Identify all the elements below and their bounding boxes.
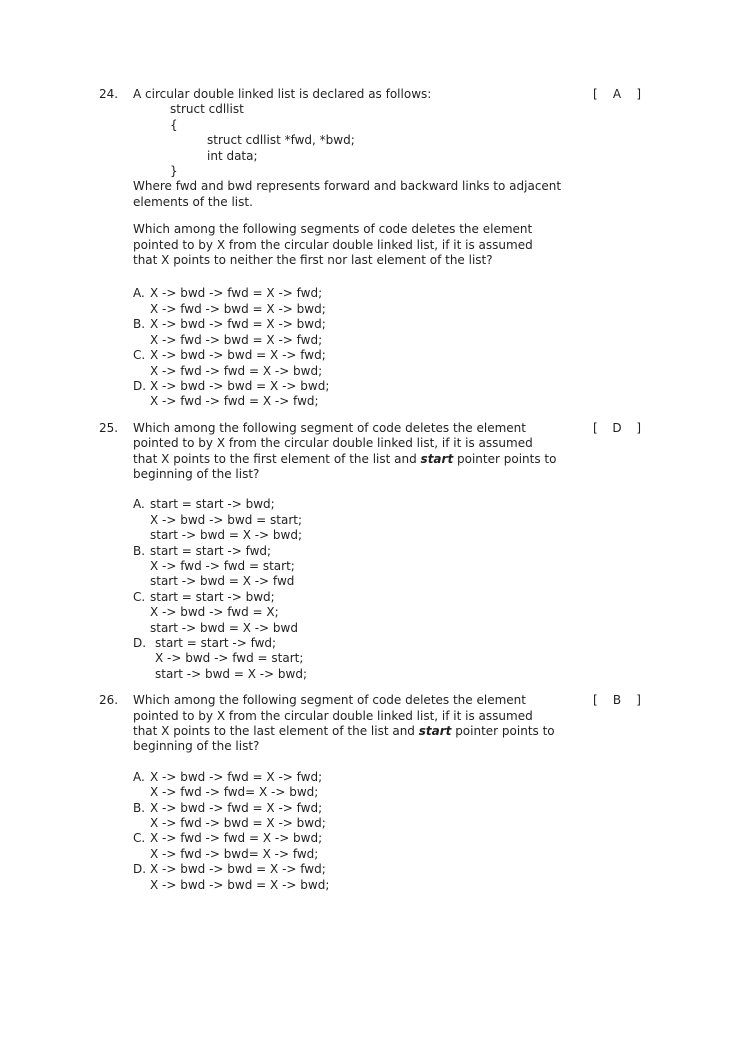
answer-bracket-open: [ [593, 693, 598, 708]
option-item [133, 348, 603, 379]
text-line: that X points to neither the first nor last element of the list? [133, 253, 493, 268]
text-line: beginning of the list? [133, 466, 260, 481]
question-row [99, 693, 709, 893]
text-line: pointed to by X from the circular double linked list, if it is assumed [133, 436, 533, 451]
option-code: X -> fwd -> bwd= X -> fwd; [150, 846, 319, 861]
code-line: { [170, 117, 178, 132]
option-code: X -> fwd -> fwd = start; [150, 558, 295, 573]
code-line: int data; [207, 148, 258, 163]
option-item [133, 636, 603, 682]
code-line: } [170, 164, 178, 179]
option-code: start -> bwd = X -> fwd [150, 574, 295, 589]
text-segment: that X points to the last element of the list and [133, 724, 419, 739]
answer-letter: D [612, 420, 622, 435]
option-code: X -> fwd -> bwd = X -> bwd; [150, 816, 326, 831]
option-label: D. [133, 636, 147, 650]
answer-bracket-open: [ [593, 420, 598, 435]
option-item [133, 862, 603, 893]
option-line [133, 636, 603, 651]
option-item [133, 770, 603, 801]
option-code: start = start -> bwd; [150, 589, 275, 604]
text-line: elements of the list. [133, 194, 253, 209]
option-item [133, 831, 603, 862]
answer-letter: A [612, 87, 622, 101]
text-line: Which among the following segment of code deletes the element [133, 420, 526, 435]
text-segment: that X points to the first element of the list and [133, 451, 421, 466]
question-note [133, 179, 603, 210]
option-code: X -> bwd -> fwd = X -> fwd; [150, 769, 323, 784]
option-code: X -> bwd -> fwd = X -> bwd; [150, 317, 326, 332]
option-code: X -> bwd -> fwd = start; [155, 651, 304, 666]
questions-container [99, 87, 709, 893]
option-line [133, 544, 603, 559]
option-code: X -> bwd -> fwd = X -> fwd; [150, 286, 323, 301]
option-line [133, 302, 603, 317]
options-list [133, 286, 603, 409]
option-line [133, 590, 603, 605]
text-line: pointed to by X from the circular double linked list, if it is assumed [133, 237, 533, 252]
option-label: B. [133, 800, 146, 815]
question-row [99, 87, 709, 410]
code-line: struct cdllist [170, 102, 244, 117]
emphasis-text: start [420, 451, 454, 466]
text-line: pointed to by X from the circular double linked list, if it is assumed [133, 708, 533, 723]
option-label: C. [133, 831, 146, 846]
option-line [133, 333, 603, 348]
option-item [133, 801, 603, 832]
option-code: start -> bwd = X -> bwd [150, 620, 298, 635]
answer-box [593, 87, 641, 102]
question-block [99, 421, 709, 683]
option-item [133, 497, 603, 543]
option-line [133, 513, 603, 528]
text-line: A circular double linked list is declared as follows: [133, 87, 432, 101]
option-line [133, 286, 603, 301]
option-line [133, 862, 603, 877]
option-line [133, 621, 603, 636]
option-item [133, 379, 603, 410]
option-line [133, 801, 603, 816]
option-line [133, 878, 603, 893]
text-line: Which among the following segment of code deletes the element [133, 693, 526, 708]
question-content [133, 87, 603, 410]
question-body [133, 222, 603, 268]
option-code: X -> fwd -> fwd = X -> bwd; [150, 363, 323, 378]
text-line: beginning of the list? [133, 739, 260, 754]
option-label: D. [133, 378, 147, 393]
option-line [133, 831, 603, 846]
option-code: X -> bwd -> bwd = start; [150, 512, 303, 527]
option-code: X -> fwd -> fwd = X -> bwd; [150, 831, 323, 846]
option-code: start = start -> bwd; [150, 497, 275, 512]
option-label: C. [133, 348, 146, 363]
question-intro [133, 87, 603, 102]
answer-bracket-close: ] [636, 87, 641, 101]
option-code: start -> bwd = X -> bwd; [150, 528, 303, 543]
question-block [99, 693, 709, 893]
option-line [133, 574, 603, 589]
option-item [133, 286, 603, 317]
question-body [133, 421, 603, 483]
option-code: start = start -> fwd; [150, 543, 272, 558]
option-label: A. [133, 769, 145, 784]
option-code: X -> fwd -> bwd = X -> bwd; [150, 301, 326, 316]
option-line [133, 651, 603, 666]
option-code: X -> fwd -> fwd= X -> bwd; [150, 785, 319, 800]
answer-bracket-open: [ [593, 87, 598, 101]
emphasis-text: start [418, 724, 452, 739]
option-code: X -> bwd -> bwd = X -> bwd; [150, 378, 330, 393]
question-content [133, 421, 603, 683]
answer-letter: B [612, 693, 622, 708]
option-line [133, 394, 603, 409]
option-line [133, 847, 603, 862]
option-line [133, 785, 603, 800]
option-line [133, 605, 603, 620]
answer-bracket-close: ] [636, 693, 641, 708]
option-code: X -> bwd -> fwd = X; [150, 605, 279, 620]
question-content [133, 693, 603, 893]
option-line [133, 770, 603, 785]
option-label: A. [133, 497, 145, 512]
question-row [99, 421, 709, 683]
option-code: X -> fwd -> fwd = X -> fwd; [150, 394, 319, 409]
option-code: X -> bwd -> bwd = X -> fwd; [150, 862, 326, 877]
option-code: X -> bwd -> bwd = X -> fwd; [150, 348, 326, 363]
question-block [99, 87, 709, 410]
options-list [133, 497, 603, 682]
question-number: 24. [99, 87, 119, 101]
option-line [133, 528, 603, 543]
option-label: A. [133, 286, 145, 301]
text-line [133, 724, 603, 739]
option-line [133, 816, 603, 831]
code-block [133, 102, 603, 179]
option-label: D. [133, 862, 147, 877]
answer-box [593, 693, 641, 708]
option-item [133, 317, 603, 348]
option-item [133, 590, 603, 636]
option-code: X -> fwd -> bwd = X -> fwd; [150, 332, 323, 347]
option-code: start = start -> fwd; [155, 636, 277, 650]
question-number: 26. [99, 693, 119, 708]
option-line [133, 379, 603, 394]
text-line [133, 452, 603, 467]
option-label: B. [133, 317, 146, 332]
option-line [133, 497, 603, 512]
option-line [133, 559, 603, 574]
answer-box [593, 421, 641, 436]
options-list [133, 770, 603, 893]
answer-bracket-close: ] [636, 420, 641, 435]
text-segment: pointer points to [453, 451, 557, 466]
question-number: 25. [99, 420, 119, 435]
option-code: start -> bwd = X -> bwd; [155, 666, 308, 681]
option-line [133, 317, 603, 332]
text-line: Which among the following segments of code deletes the element [133, 222, 533, 237]
option-label: C. [133, 589, 146, 604]
option-code: X -> bwd -> fwd = X -> fwd; [150, 800, 323, 815]
text-segment: pointer points to [451, 724, 555, 739]
option-code: X -> bwd -> bwd = X -> bwd; [150, 877, 330, 892]
option-line [133, 667, 603, 682]
option-line [133, 348, 603, 363]
option-item [133, 544, 603, 590]
text-line: Where fwd and bwd represents forward and backward links to adjacent [133, 179, 562, 194]
question-body [133, 693, 603, 755]
code-line: struct cdllist *fwd, *bwd; [207, 133, 355, 148]
option-label: B. [133, 543, 146, 558]
option-line [133, 364, 603, 379]
